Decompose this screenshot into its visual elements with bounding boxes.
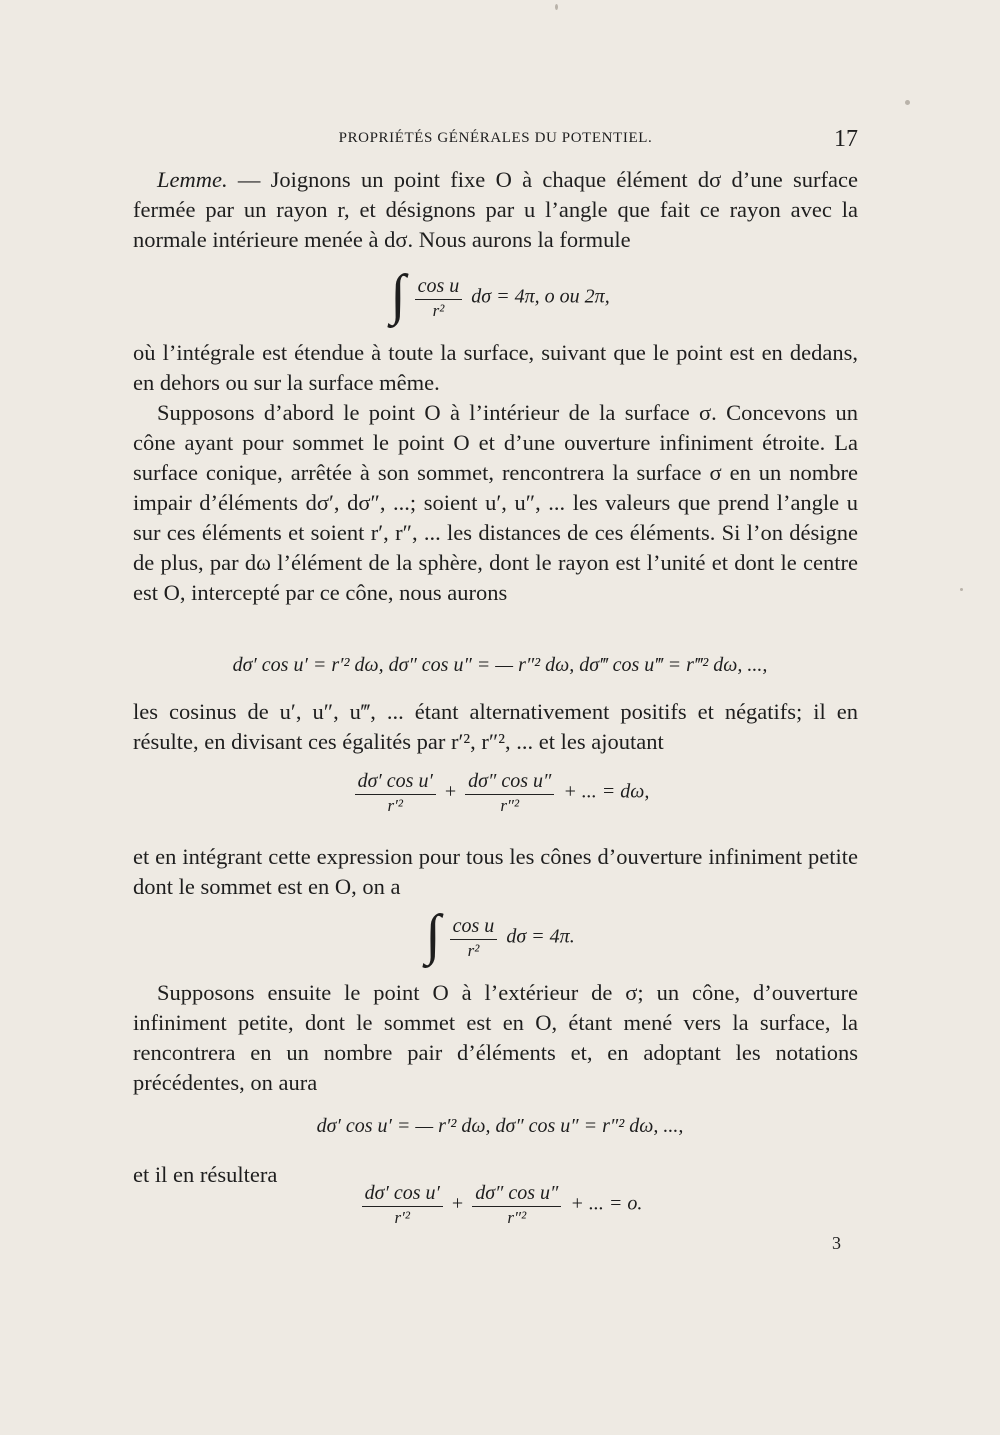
fraction-denominator: r″² (507, 1208, 527, 1227)
fraction (450, 915, 498, 961)
fraction (355, 770, 436, 816)
fraction-denominator: r′² (394, 1208, 410, 1227)
integral-sign: ∫ (425, 904, 441, 966)
paragraph-text: les cosinus de u′, u″, u‴, ... étant alternativement positifs et négatifs; il en résulte, en divisant ces égalités par r′², r″², ... et les ajoutant (133, 699, 858, 754)
formula-rest: + ... = dω, (563, 780, 650, 803)
lemma-paragraph (133, 165, 858, 255)
fraction (415, 275, 463, 321)
fraction-numerator: dσ″ cos u″ (472, 1182, 561, 1207)
lemma-text: — Joignons un point fixe O à chaque élément dσ d’une surface fermée par un rayon r, et désignons par u l’angle que fait ce rayon avec la normale intérieure menée à dσ. Nous aurons la formule (133, 167, 858, 252)
page-number: 17 (834, 126, 858, 152)
formula-rest: dσ = 4π. (506, 925, 575, 948)
formula-element-relations: dσ′ cos u′ = r′² dω, dσ″ cos u″ = — r″² dω, dσ‴ cos u‴ = r‴² dω, ..., (232, 654, 768, 676)
fraction-denominator: r² (432, 301, 445, 320)
paragraph-3 (133, 697, 858, 757)
fraction (362, 1182, 443, 1228)
fraction-denominator: r² (467, 941, 480, 960)
integral-sign: ∫ (390, 264, 406, 326)
lemma-label: Lemme. (157, 167, 228, 192)
paper-speck (960, 588, 963, 591)
plus-sign: + (451, 1192, 464, 1215)
paragraph-2 (133, 398, 858, 608)
paragraph-5 (133, 978, 858, 1098)
formula-sum-interior (0, 770, 1000, 816)
fraction-numerator: dσ′ cos u′ (362, 1182, 443, 1207)
signature-mark: 3 (832, 1233, 841, 1253)
formula-rest: dσ = 4π, o ou 2π, (471, 285, 610, 308)
fraction-denominator: r″² (500, 796, 520, 815)
paragraph-4 (133, 842, 858, 902)
fraction-numerator: dσ′ cos u′ (355, 770, 436, 795)
paragraph-text: où l’intégrale est étendue à toute la surface, suivant que le point est en dedans, en dehors ou sur la surface même. (133, 340, 858, 395)
fraction (465, 770, 554, 816)
formula-integral-general (0, 264, 1000, 326)
paragraph-text: Supposons ensuite le point O à l’extérieur de σ; un cône, d’ouverture infiniment petite, dont le sommet est en O, étant mené vers la surface, la rencontrera en un nombre pair d’éléments et, en adoptant les notations précédentes, on aura (133, 980, 858, 1095)
fraction (472, 1182, 561, 1228)
paragraph-text: Supposons d’abord le point O à l’intérieur de la surface σ. Concevons un cône ayant pour sommet le point O et d’une ouverture infiniment étroite. La surface conique, arrêtée à son sommet, rencontrera la surface σ en un nombre impair d’éléments dσ′, dσ″, ...; soient u′, u″, ... les valeurs que prend l’angle u sur ces éléments et soient r′, r″, ... les distances de ces éléments. Si l’on désigne de plus, par dω l’élément de la sphère, dont le rayon est l’unité et dont le centre est O, intercepté par ce cône, nous aurons (133, 400, 858, 605)
paper-speck (555, 4, 558, 10)
fraction-numerator: cos u (415, 275, 463, 300)
paragraph-text: et il en résultera (133, 1162, 278, 1187)
fraction-numerator: cos u (450, 915, 498, 940)
formula-sum-exterior (0, 1182, 1000, 1228)
fraction-denominator: r′² (387, 796, 403, 815)
paragraph-text: et en intégrant cette expression pour tous les cônes d’ouverture infiniment petite dont le sommet est en O, on a (133, 844, 858, 899)
running-title: PROPRIÉTÉS GÉNÉRALES DU POTENTIEL. (338, 130, 653, 146)
formula-rest: + ... = o. (570, 1192, 643, 1215)
page-header (133, 126, 858, 160)
plus-sign: + (444, 780, 457, 803)
paper-speck (905, 100, 910, 105)
paragraph-1 (133, 338, 858, 398)
formula-element-relations-exterior: dσ′ cos u′ = — r′² dω, dσ″ cos u″ = r″² dω, ..., (316, 1115, 684, 1137)
fraction-numerator: dσ″ cos u″ (465, 770, 554, 795)
formula-integral-interior (0, 904, 1000, 966)
